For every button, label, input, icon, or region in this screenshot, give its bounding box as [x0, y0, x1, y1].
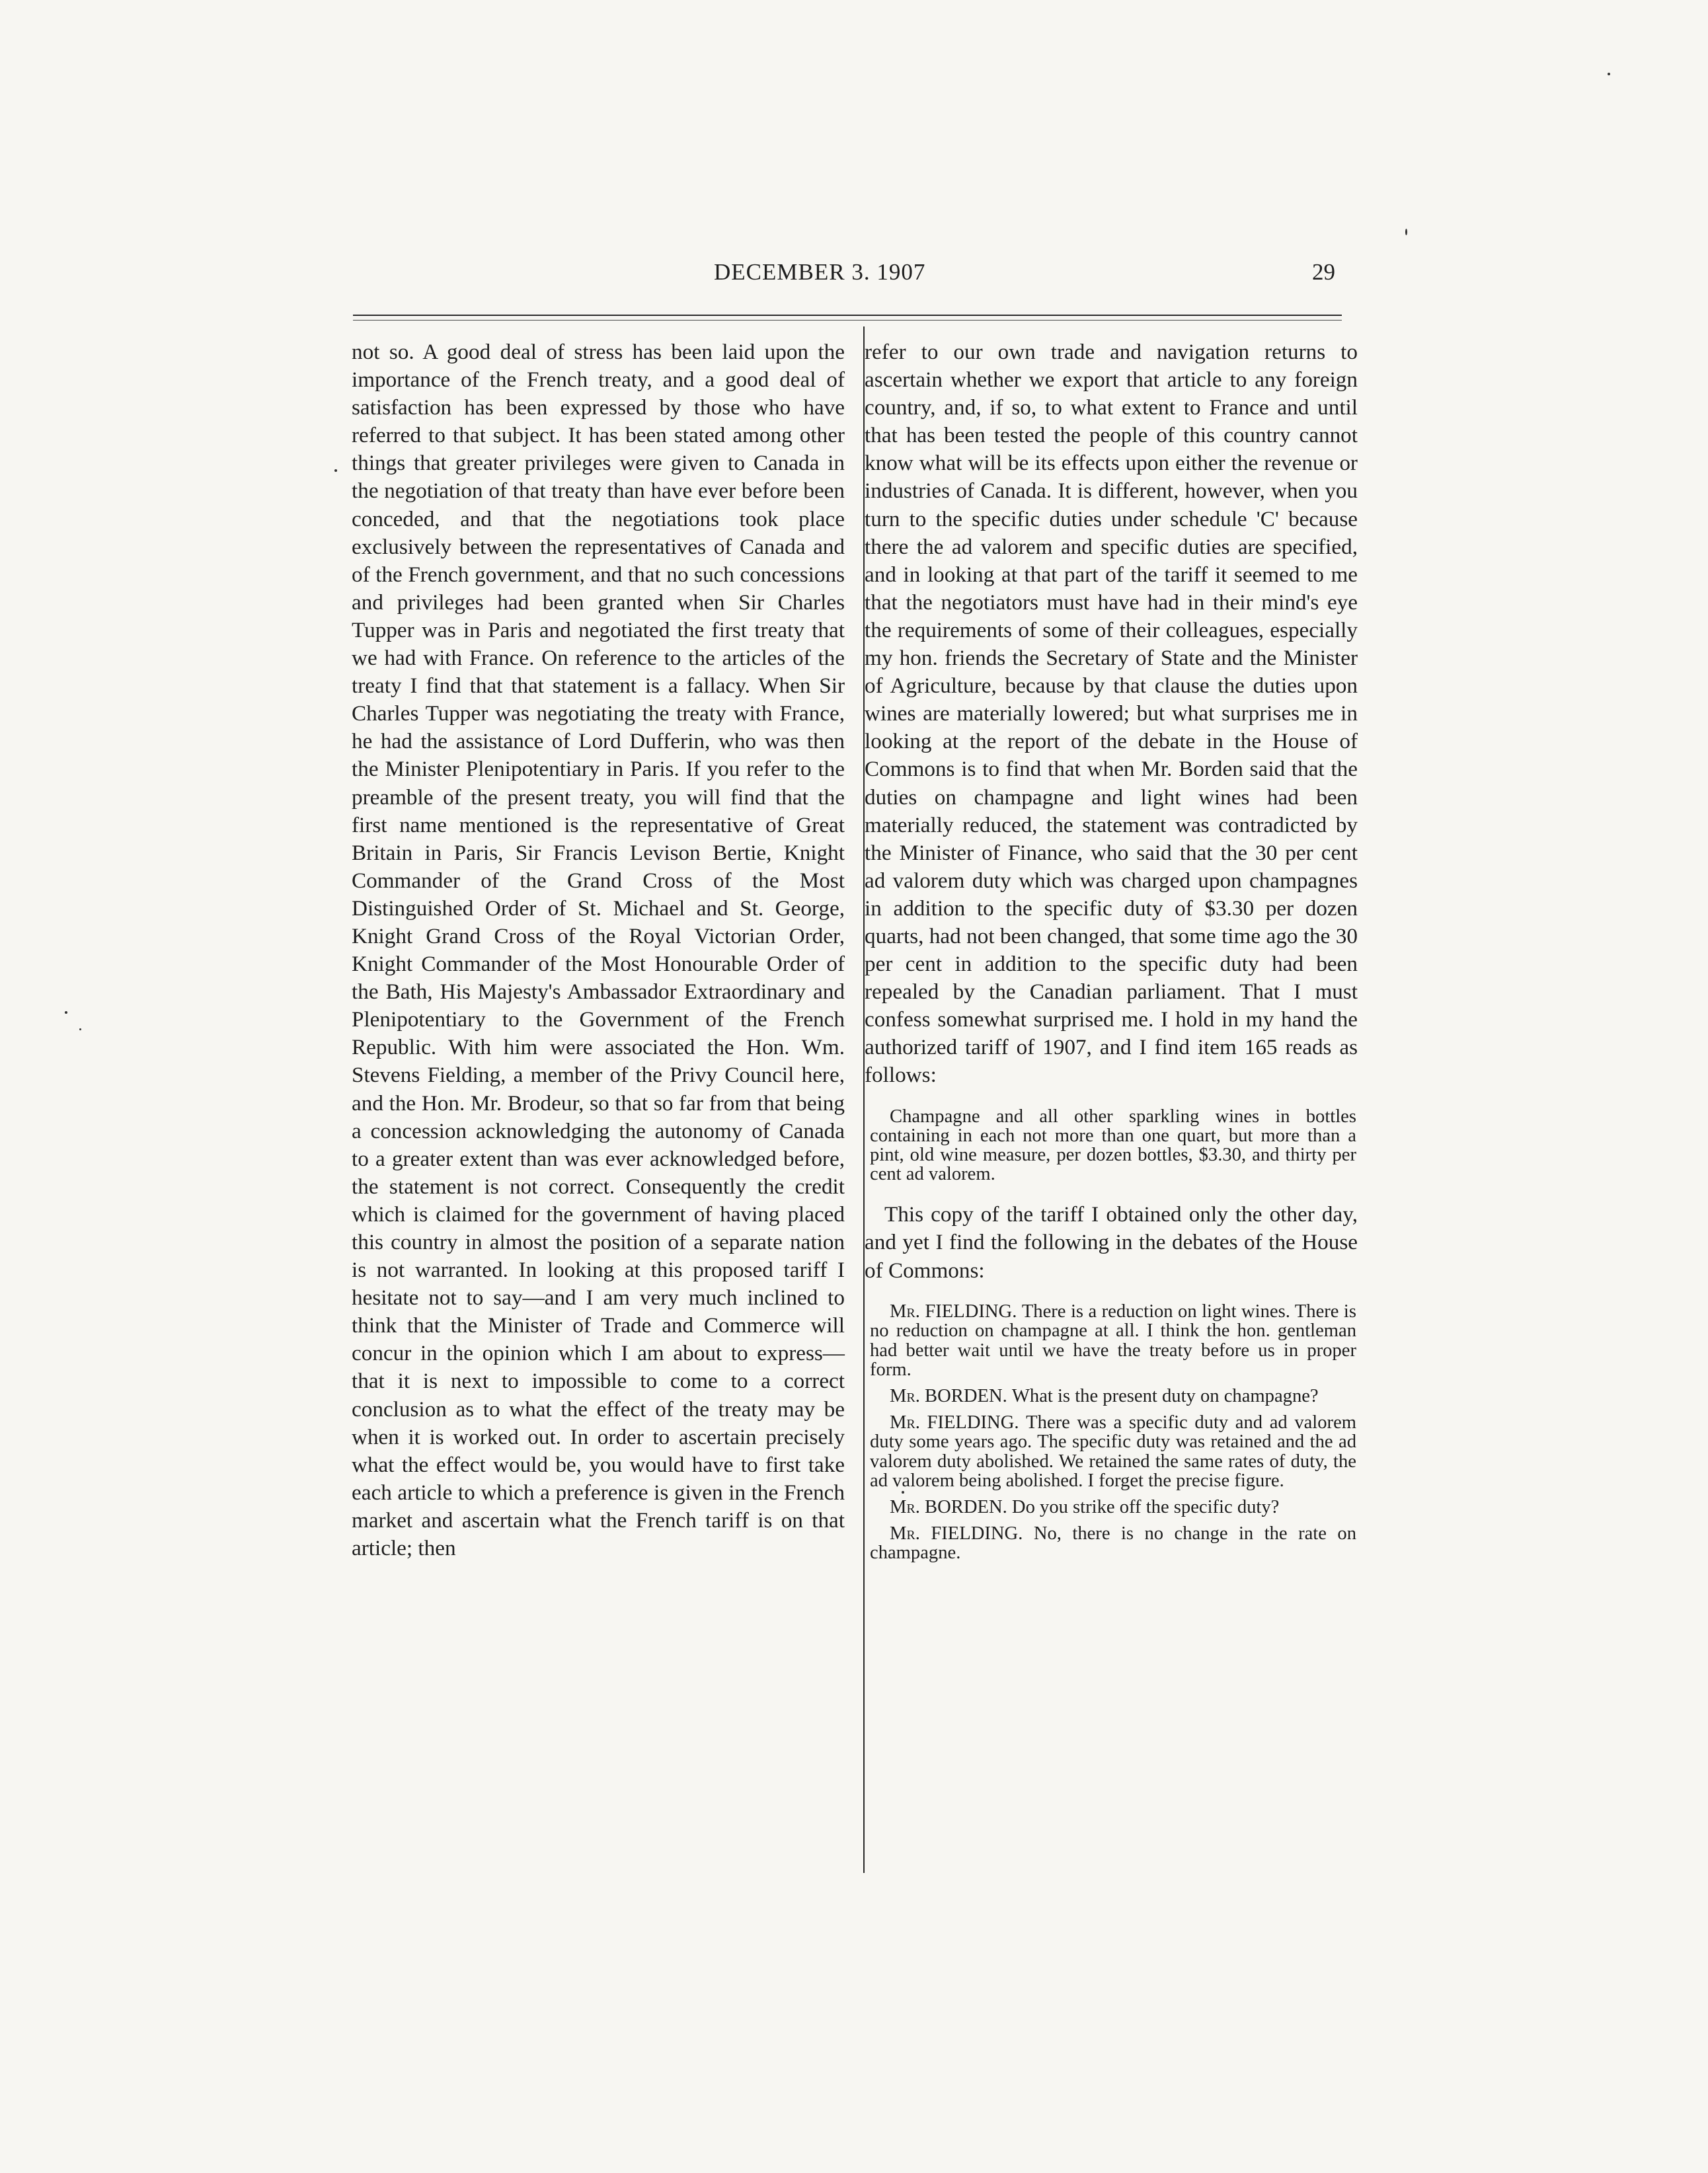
right-column	[865, 338, 1358, 1563]
scan-speck	[1405, 229, 1407, 235]
debate-entry	[865, 1387, 1358, 1406]
debate-speaker: Mr. FIELDING.	[890, 1523, 1034, 1544]
header-rule-top	[353, 315, 1342, 316]
debate-text: There is a reduction on light wines. There is no reduction on champagne at all. I think the hon. gentleman had better wait until we have the treaty before us in proper form.	[870, 1301, 1356, 1381]
page-header	[350, 259, 1342, 299]
tariff-quote: Champagne and all other sparkling wines in bottles containing in each not more than one quart, but more than a pint, old wine measure, per dozen bottles, $3.30, and thirty per cent ad valorem.	[870, 1106, 1356, 1185]
debate-text: No, there is no change in the rate on champagne.	[870, 1523, 1356, 1564]
right-paragraph-2: This copy of the tariff I obtained only the other day, and yet I find the following in the debates of the House of Commons:	[865, 1202, 1358, 1283]
header-rule-bottom	[353, 320, 1342, 321]
debate-text: Do you strike off the specific duty?	[1011, 1496, 1280, 1517]
debate-speaker: Mr. FIELDING.	[890, 1412, 1027, 1433]
scan-speck	[334, 469, 337, 472]
debate-speaker: Mr. FIELDING.	[890, 1301, 1022, 1322]
debate-entry	[865, 1302, 1358, 1380]
debate-excerpt	[865, 1302, 1358, 1563]
scan-speck	[1608, 73, 1610, 75]
header-date: DECEMBER 3. 1907	[714, 259, 926, 285]
debate-speaker: Mr. BORDEN.	[890, 1386, 1012, 1406]
debate-entry	[865, 1498, 1358, 1517]
scan-speck	[65, 1011, 67, 1014]
left-column	[352, 338, 845, 1562]
left-paragraph: not so. A good deal of stress has been laid upon the importance of the French treaty, and a good deal of satisfaction has been expressed by those who have referred to that subject. It has been stated among other things that greater privileges were given to Canada in the negotiation of that treaty than have ever before been conceded, and that the negotiations took place exclusively between the representatives of Canada and of the French government, and that no such concessions and privileges had been granted when Sir Charles Tupper was in Paris and negotiated the first treaty that we had with France. On reference to the articles of the treaty I find that that statement is a fallacy. When Sir Charles Tupper was negotiating the treaty with France, he had the assistance of Lord Dufferin, who was then the Minister Plenipotentiary in Paris. If you refer to the preamble of the present treaty, you will find that the first name mentioned is the representative of Great Britain in Paris, Sir Francis Levison Bertie, Knight Commander of the Grand Cross of the Most Distinguished Order of St. Michael and St. George, Knight Grand Cross of the Royal Victorian Order, Knight Commander of the Most Honourable Order of the Bath, His Majesty's Ambassador Extraordinary and Plenipotentiary to the Government of the French Republic. With him were associated the Hon. Wm. Stevens Fielding, a member of the Privy Council here, and the Hon. Mr. Brodeur, so that so far from that being a concession acknowledging the autonomy of Canada to a greater extent than was ever acknowledged before, the statement is not correct. Consequently the credit which is claimed for the government of having placed this country in almost the position of a separate nation is not warranted. In looking at this proposed tariff I hesitate not to say—and I am very much inclined to think that the Minister of Trade and Commerce will concur in the opinion which I am about to express—that it is next to impossible to come to a correct conclusion as to what the effect of the treaty may be when it is worked out. In order to ascertain precisely what the effect would be, you would have to first take each article to which a preference is given in the French market and ascertain what the French tariff is on that article; then	[352, 340, 845, 1561]
debate-text: What is the present duty on champagne?	[1011, 1386, 1319, 1406]
scan-speck	[79, 1028, 81, 1030]
debate-entry	[865, 1524, 1358, 1563]
scan-speck	[902, 1491, 904, 1494]
debate-entry	[865, 1413, 1358, 1491]
right-paragraph-1: refer to our own trade and navigation returns to ascertain whether we export that article to any foreign country, and, if so, to what extent to France and until that has been tested the people of this country cannot know what will be its effects upon either the revenue or industries of Canada. It is different, however, when you turn to the specific duties under schedule 'C' because there the ad valorem and specific duties are specified, and in looking at that part of the tariff it seemed to me that the negotiators must have had in their mind's eye the requirements of some of their colleagues, especially my hon. friends the Secretary of State and the Minister of Agriculture, because by that clause the duties upon wines are materially lowered; but what surprises me in looking at the report of the debate in the House of Commons is to find that when Mr. Borden said that the duties on champagne and light wines had been materially reduced, the statement was contradicted by the Minister of Finance, who said that the 30 per cent ad valorem duty which was charged upon champagnes in addition to the specific duty of $3.30 per dozen quarts, had not been changed, that some time ago the 30 per cent in addition to the specific duty had been repealed by the Canadian parliament. That I must confess somewhat surprised me. I hold in my hand the authorized tariff of 1907, and I find item 165 reads as follows:	[865, 340, 1358, 1088]
page-number: 29	[1312, 259, 1335, 285]
debate-text: There was a specific duty and ad valorem duty some years ago. The specific duty was retained and the ad valorem duty abolished. We retained the same rates of duty, the ad valorem being abolished. I forget the precise figure.	[870, 1412, 1357, 1492]
debate-speaker: Mr. BORDEN.	[890, 1496, 1012, 1517]
